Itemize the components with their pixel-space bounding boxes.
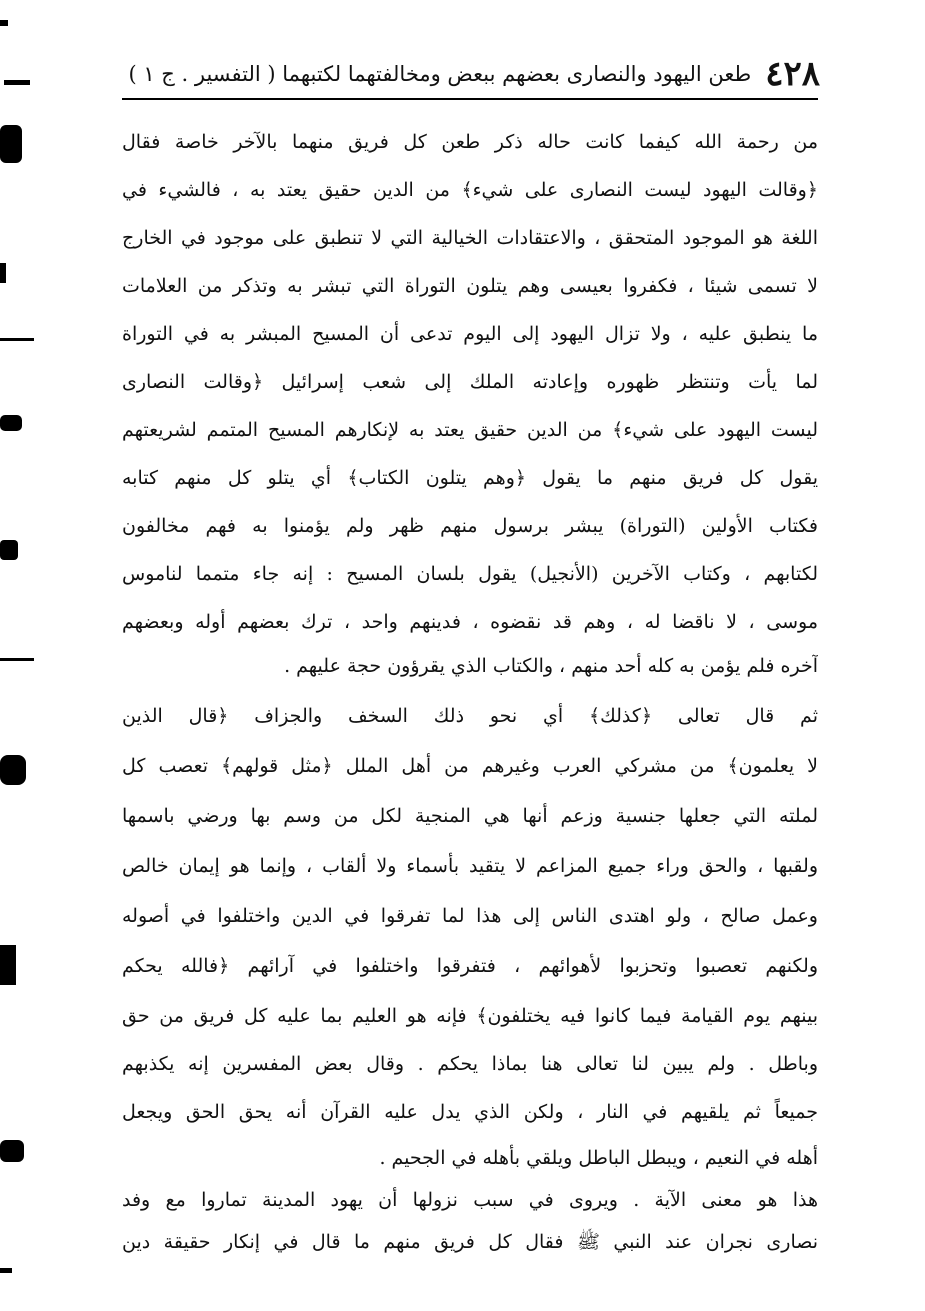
page-header: [120, 52, 820, 96]
text-line: لا يعلمون﴾ من مشركي العرب وغيرهم من أهل الملل ﴿مثل قولهم﴾ تعصب كل: [122, 755, 818, 777]
page-number: ٤٢٨: [765, 54, 820, 94]
text-line: ليست اليهود على شيء﴾ من الدين حقيق يعتد به لإنكارهم المسيح المتمم لشريعتهم: [122, 419, 818, 441]
text-line: فكتاب الأولين (التوراة) يبشر برسول منهم ظهر ولم يؤمنوا به فهم مخالفون: [122, 515, 818, 537]
text-line: آخره فلم يؤمن به كله أحد منهم ، والكتاب الذي يقرؤون حجة عليهم .: [284, 655, 818, 677]
text-line: أهله في النعيم ، ويبطل الباطل ويلقي بأهله في الجحيم .: [379, 1147, 818, 1169]
text-line: من رحمة الله كيفما كانت حاله ذكر طعن كل فريق منهما بالآخر خاصة فقال: [122, 131, 818, 153]
text-line: لا تسمى شيئا ، فكفروا بعيسى وهم يتلون التوراة التي تبشر به وتذكر من العلامات: [122, 275, 818, 297]
scan-speck: [0, 125, 22, 163]
scan-speck: [0, 20, 8, 26]
scan-speck: [0, 1268, 12, 1273]
text-line: هذا هو معنى الآية . ويروى في سبب نزولها أن يهود المدينة تماروا مع وفد: [122, 1189, 818, 1211]
running-title: طعن اليهود والنصارى بعضهم ببعض ومخالفتهما لكتبهما ( التفسير . ج ١ ): [128, 62, 752, 86]
text-line: ولكنهم تعصبوا وتحزبوا لأهوائهم ، فتفرقوا واختلفوا في آرائهم ﴿فالله يحكم: [122, 955, 818, 977]
header-rule: [122, 98, 818, 100]
text-line: لما يأت وتنتظر ظهوره وإعادته الملك إلى شعب إسرائيل ﴿وقالت النصارى: [122, 371, 818, 393]
scan-speck: [0, 755, 26, 785]
scan-speck: [0, 338, 34, 341]
text-line: وباطل . ولم يبين لنا تعالى هنا بماذا يحكم . وقال بعض المفسرين إنه يكذبهم: [122, 1053, 818, 1075]
scan-speck: [0, 1140, 24, 1162]
text-line: ما ينطبق عليه ، ولا تزال اليهود إلى اليوم تدعى أن المسيح المبشر به في التوراة: [122, 323, 818, 345]
text-line: لكتابهم ، وكتاب الآخرين (الأنجيل) يقول بلسان المسيح : إنه جاء متمما لناموس: [122, 563, 818, 585]
text-line: جميعاً ثم يلقيهم في النار ، ولكن الذي يدل عليه القرآن أنه يحق الحق ويجعل: [122, 1101, 818, 1123]
text-line: ولقبها ، والحق وراء جميع المزاعم لا يتقيد بأسماء ولا ألقاب ، وإنما هو إيمان خالص: [122, 855, 818, 877]
text-line: نصارى نجران عند النبي ﷺ فقال كل فريق منهم ما قال في إنكار حقيقة دين: [122, 1231, 818, 1253]
text-line: ﴿وقالت اليهود ليست النصارى على شيء﴾ من الدين حقيق يعتد به ، فالشيء في: [122, 179, 818, 201]
text-line: اللغة هو الموجود المتحقق ، والاعتقادات الخيالية التي لا تنطبق على موجود في الخارج: [122, 227, 818, 249]
text-line: بينهم يوم القيامة فيما كانوا فيه يختلفون﴾ فإنه هو العليم بما عليه كل فريق من حق: [122, 1005, 818, 1027]
scan-speck: [0, 945, 16, 985]
text-line: موسى ، لا ناقضا له ، وهم قد نقضوه ، فدينهم واحد ، ترك بعضهم أوله وبعضهم: [122, 611, 818, 633]
text-line: لملته التي جعلها جنسية وزعم أنها هي المنجية لكل من وسم بها ورضي باسمها: [122, 805, 818, 827]
scan-speck: [0, 540, 18, 560]
scan-speck: [0, 415, 22, 431]
scan-speck: [0, 263, 6, 283]
scan-speck: [0, 658, 34, 661]
text-line: وعمل صالح ، ولو اهتدى الناس إلى هذا لما تفرقوا في الدين واختلفوا في أصوله: [122, 905, 818, 927]
scan-speck: [4, 80, 30, 85]
text-line: يقول كل فريق منهم ما يقول ﴿وهم يتلون الكتاب﴾ أي يتلو كل منهم كتابه: [122, 467, 818, 489]
text-line: ثم قال تعالى ﴿كذلك﴾ أي نحو ذلك السخف والجزاف ﴿قال الذين: [122, 705, 818, 727]
